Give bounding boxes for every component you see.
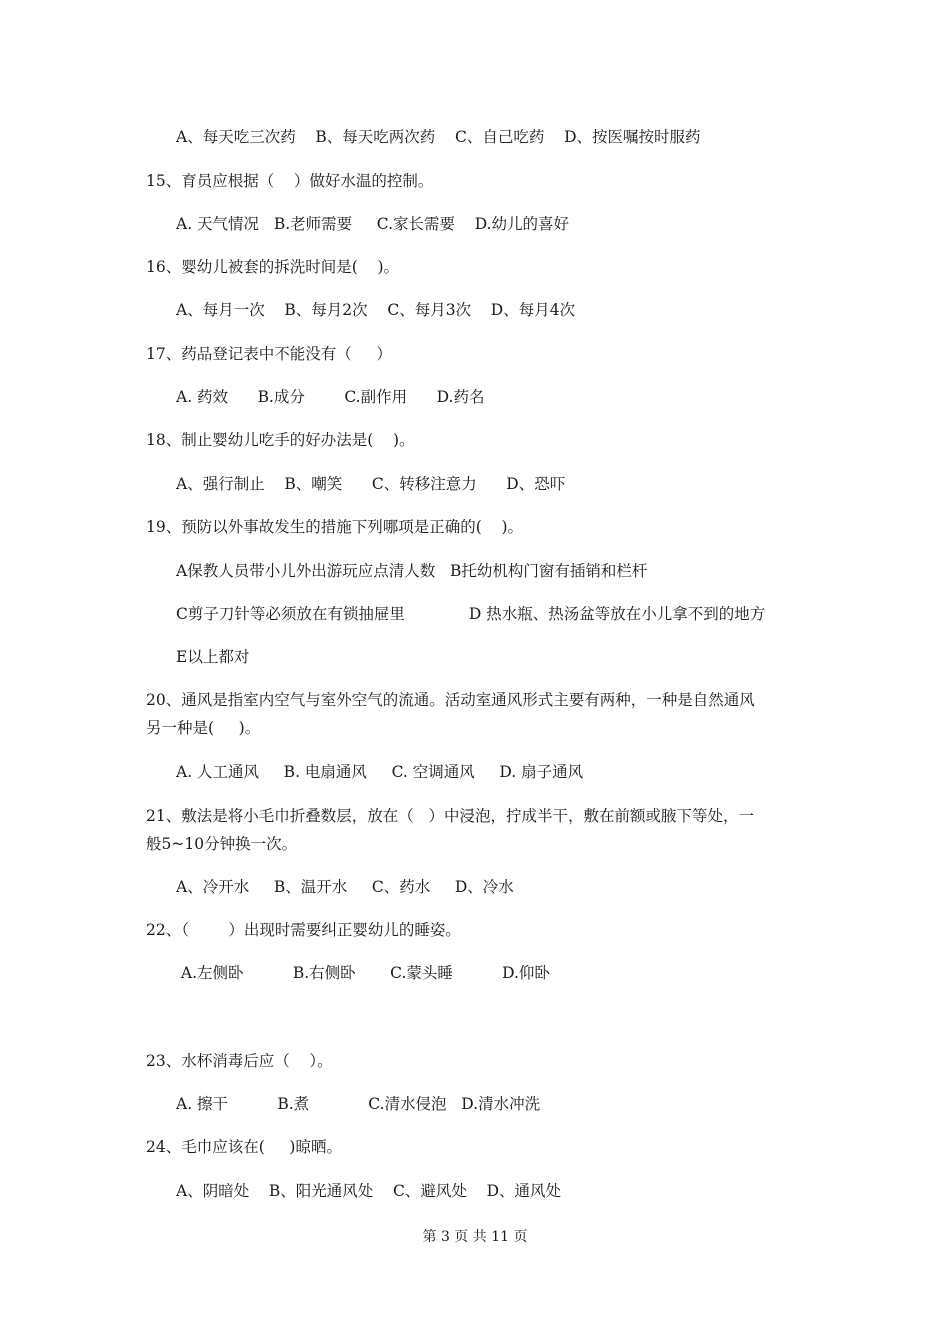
q19-question: 19、预防以外事故发生的措施下列哪项是正确的( )。 (146, 518, 524, 536)
q19-options-ab: A保教人员带小儿外出游玩应点清人数 B托幼机构门窗有插销和栏杆 (176, 562, 648, 580)
q18-question: 18、制止婴幼儿吃手的好办法是( )。 (146, 431, 415, 449)
q16-options: A、每月一次 B、每月2次 C、每月3次 D、每月4次 (176, 301, 576, 319)
q14-options: A、每天吃三次药 B、每天吃两次药 C、自己吃药 D、按医嘱按时服药 (176, 128, 701, 146)
q20-question: 20、通风是指室内空气与室外空气的流通。活动室通风形式主要有两种，一种是自然通风 (146, 691, 755, 709)
q20-options: A. 人工通风 B. 电扇通风 C. 空调通风 D. 扇子通风 (176, 763, 584, 781)
q21-question: 21、敷法是将小毛巾折叠数层，放在（ ）中浸泡，拧成半干，敷在前额或腋下等处，一 (146, 807, 755, 825)
q19-options-cd: C剪子刀针等必须放在有锁抽屉里 D 热水瓶、热汤盆等放在小儿拿不到的地方 (176, 605, 766, 623)
q22-question: 22、（ ）出现时需要纠正婴幼儿的睡姿。 (146, 921, 461, 939)
q15-options: A. 天气情况 B.老师需要 C.家长需要 D.幼儿的喜好 (176, 215, 570, 233)
page-footer: 第 3 页 共 11 页 (422, 1229, 528, 1245)
q21-options: A、冷开水 B、温开水 C、药水 D、冷水 (176, 878, 514, 896)
q22-options: A.左侧卧 B.右侧卧 C.蒙头睡 D.仰卧 (176, 964, 550, 982)
q16-question: 16、婴幼儿被套的拆洗时间是( )。 (146, 258, 400, 276)
q18-options: A、强行制止 B、嘲笑 C、转移注意力 D、恐吓 (176, 475, 566, 493)
q20-question-cont: 另一种是( )。 (146, 719, 261, 737)
q24-options: A、阴暗处 B、阳光通风处 C、避风处 D、通风处 (176, 1182, 561, 1200)
q23-question: 23、水杯消毒后应（ ）。 (146, 1052, 333, 1070)
q15-question: 15、育员应根据（ ）做好水温的控制。 (146, 172, 434, 190)
q17-question: 17、药品登记表中不能没有（ ） (146, 345, 392, 363)
q24-question: 24、毛巾应该在( )晾晒。 (146, 1138, 342, 1156)
q21-question-cont: 般5~10分钟换一次。 (146, 835, 298, 853)
q17-options: A. 药效 B.成分 C.副作用 D.药名 (176, 388, 485, 406)
q19-option-e: E以上都对 (176, 648, 250, 666)
q23-options: A. 擦干 B.煮 C.清水侵泡 D.清水冲洗 (176, 1095, 541, 1113)
